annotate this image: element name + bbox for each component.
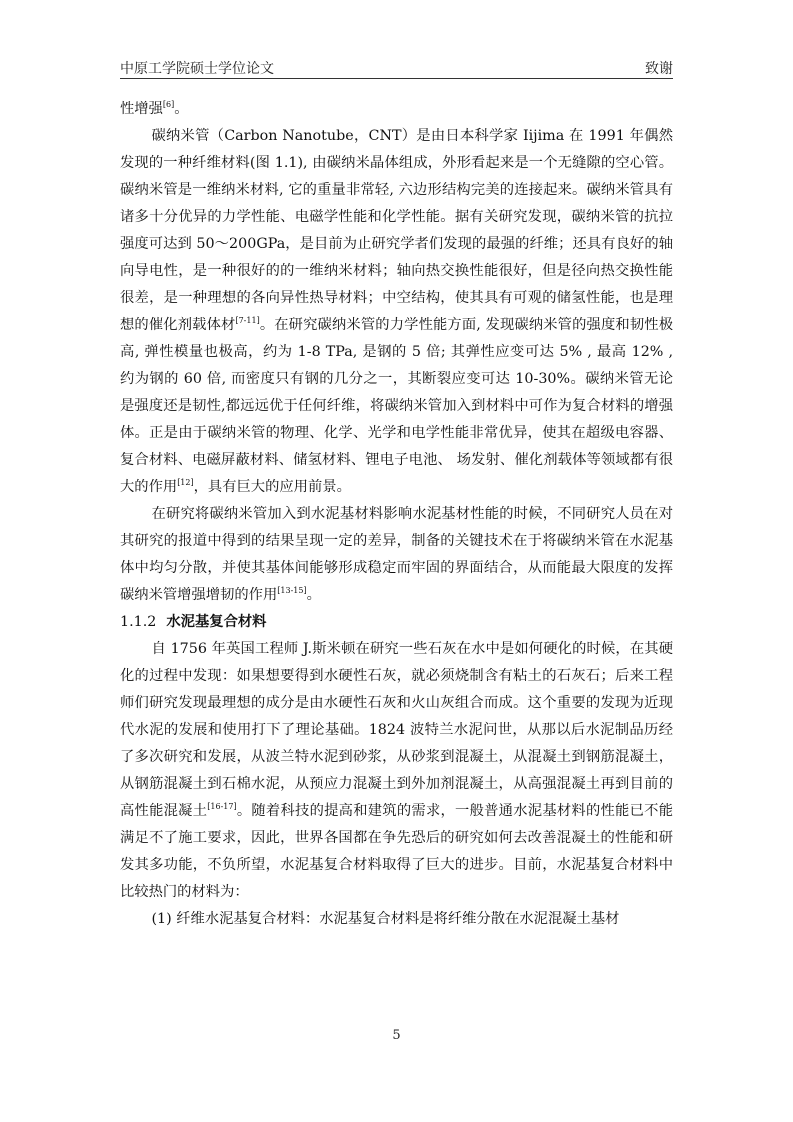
text-run: 。 bbox=[306, 587, 321, 603]
section-heading bbox=[120, 609, 673, 636]
text-run: ，具有巨大的应用前景。 bbox=[193, 479, 351, 495]
citation-ref: [16-17] bbox=[207, 802, 237, 812]
text-run: (1) 纤维水泥基复合材料：水泥基复合材料是将纤维分散在水泥混凝土基材 bbox=[151, 911, 620, 927]
section-number: 1.1.2 bbox=[120, 614, 157, 630]
citation-ref: [7-11] bbox=[235, 316, 260, 326]
paragraph-continuation bbox=[120, 96, 673, 123]
citation-ref: [12] bbox=[177, 478, 194, 488]
body-text bbox=[120, 96, 673, 933]
header-thesis-title: 中原工学院硕士学位论文 bbox=[120, 61, 274, 77]
header-chapter-title: 致谢 bbox=[645, 61, 673, 77]
text-run: 碳纳米管（Carbon Nanotube，CNT）是由日本科学家 Iijima 在 1991 年偶然发现的一种纤维材料(图 1.1), 由碳纳米晶体组成，外形看起来是一个无缝隙的空心管。碳纳米管是一维纳米材料, 它的重量非常轻, 六边形结构完美的连接起来。碳纳米管具有诸多十分优异的力学性能、电磁学性能和化学性能。据有关研究发现，碳纳米管的抗拉强度可达到 50～200GPa，是目前为止研究学者们发现的最强的纤维；还具有良好的轴向导电性，是一种很好的的一维纳米材料；轴向热交换性能很好，但是径向热交换性能很差，是一种理想的各向异性热导材料；中空结构，使其具有可观的储氢性能，也是理想的催化剂载体材 bbox=[120, 128, 673, 333]
paragraph-dispersion bbox=[120, 501, 673, 609]
section-title: 水泥基复合材料 bbox=[166, 614, 267, 630]
text-run: 。随着科技的提高和建筑的需求，一般普通水泥基材料的性能已不能满足不了施工要求，因此，世界各国都在争先恐后的研究如何去改善混凝土的性能和研发其多功能，不负所望，水泥基复合材料取得了巨大的进步。目前，水泥基复合材料中比较热门的材料为： bbox=[120, 803, 673, 900]
page-number: 5 bbox=[392, 1028, 401, 1043]
list-item-fiber-cement bbox=[120, 906, 673, 933]
citation-ref: [13-15] bbox=[277, 586, 307, 596]
paragraph-cement-history bbox=[120, 636, 673, 906]
text-run: 。在研究碳纳米管的力学性能方面, 发现碳纳米管的强度和韧性极高, 弹性模量也极高，约为 1-8 TPa, 是钢的 5 倍; 其弹性应变可达 5% , 最高 12% , 约为钢的 60 倍, 而密度只有钢的几分之一，其断裂应变可达 10-30%。碳纳米管无论是强度还是韧性,都远远优于任何纤维，将碳纳米管加入到材料中可作为复合材料的增强体。正是由于碳纳米管的物理、化学、光学和电学性能非常优异，使其在超级电容器、复合材料、电磁屏蔽材料、储氢材料、锂电子电池、 场发射、催化剂载体等领域都有很大的作用 bbox=[120, 317, 674, 495]
text-run: 在研究将碳纳米管加入到水泥基材料影响水泥基材性能的时候，不同研究人员在对其研究的报道中得到的结果呈现一定的差异，制备的关键技术在于将碳纳米管在水泥基体中均匀分散，并使其基体间能够形成稳定而牢固的界面结合，从而能最大限度的发挥碳纳米管增强增韧的作用 bbox=[120, 506, 673, 603]
paragraph-cnt bbox=[120, 123, 673, 501]
text-run: 性增强 bbox=[120, 101, 163, 117]
text-run: 自 1756 年英国工程师 J.斯米顿在研究一些石灰在水中是如何硬化的时候，在其硬化的过程中发现：如果想要得到水硬性石灰，就必须烧制含有粘土的石灰石；后来工程师们研究发现最理想的成分是由水硬性石灰和火山灰组合而成。这个重要的发现为近现代水泥的发展和使用打下了理论基础。1824 波特兰水泥问世，从那以后水泥制品历经了多次研究和发展，从波兰特水泥到砂浆，从砂浆到混凝土，从混凝土到钢筋混凝土，从钢筋混凝土到石棉水泥，从预应力混凝土到外加剂混凝土，从高强混凝土再到目前的高性能混凝土 bbox=[120, 641, 673, 819]
citation-ref: [6] bbox=[162, 100, 175, 110]
text-run: 。 bbox=[174, 101, 189, 117]
running-header bbox=[120, 52, 673, 79]
